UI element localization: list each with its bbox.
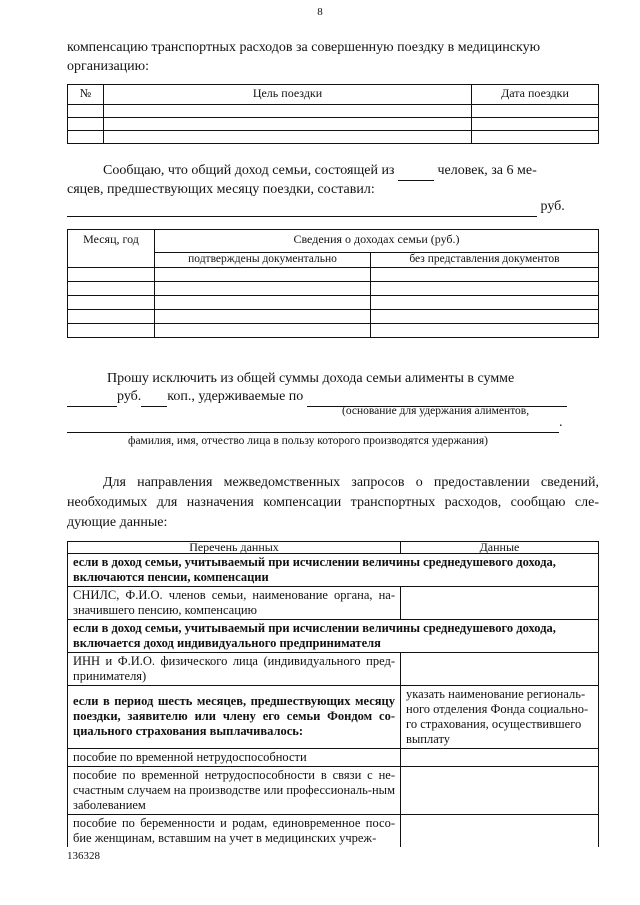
row-maternity-label: пособие по беременности и родам, единовременное посо-бие женщинам, вставшим на учет в медицинских учреж- [68,815,401,848]
income-cell[interactable] [155,296,371,310]
trip-col-purpose: Цель поездки [104,85,472,105]
table-row [68,587,599,620]
data-col-list: Перечень данных [68,542,401,554]
alimony-rub-field[interactable] [67,387,117,407]
fss-instruction: указать наименование региональ-ного отделения Фонда социально-го страхования, осуществившего выплату [401,686,599,749]
income-group-header: Сведения о доходах семьи (руб.) [155,230,599,253]
income-cell[interactable] [155,282,371,296]
income-col-month: Месяц, год [68,230,155,268]
income-cell[interactable] [155,268,371,282]
trip-cell[interactable] [472,131,599,144]
income-cell[interactable] [155,324,371,338]
trip-col-date: Дата поездки [472,85,599,105]
income-statement [67,161,599,181]
trip-cell[interactable] [472,118,599,131]
trip-cell[interactable] [472,105,599,118]
intro-line-2: организацию: [67,59,150,74]
alimony-period: . [559,415,563,430]
table-row [68,282,599,296]
table-row [68,653,599,686]
row-accident-value[interactable] [401,767,599,815]
section-entrepreneur: если в доход семьи, учитываемый при исчислении величины среднедушевого дохода, включается доход индивидуального предпринимателя [68,620,599,653]
income-cell[interactable] [371,296,599,310]
alimony-basis-field[interactable] [307,387,567,407]
income-cell[interactable] [371,268,599,282]
section-pension: если в доход семьи, учитываемый при исчислении величины среднедушевого дохода, включаются пенсии, компенсации [68,554,599,587]
income-cell[interactable] [68,268,155,282]
alimony-person-note: фамилия, имя, отчество лица в пользу которого производятся удержания) [128,435,488,447]
table-row [68,324,599,338]
row-snils-label: СНИЛС, Ф.И.О. членов семьи, наименование органа, на-значившего пенсию, компенсацию [68,587,401,620]
income-cell[interactable] [68,310,155,324]
income-cell[interactable] [68,282,155,296]
request-paragraph: Для направления межведомственных запросов о предоставлении сведений, необходимых для назначения компенсации транспортных расходов, сообщаю сле-дующие данные: [67,475,599,530]
intro-line-1: компенсацию транспортных расходов за совершенную поездку в медицинскую [67,40,541,55]
trip-col-number: № [68,85,104,105]
table-row [68,310,599,324]
document-id: 136328 [67,850,100,862]
data-col-data: Данные [401,542,599,554]
alimony-kop-label: коп., удерживаемые по [167,389,304,404]
trip-cell[interactable] [68,118,104,131]
row-accident-label: пособие по временной нетрудоспособности в связи с не-счастным случаем на производстве или профессиональ-ным заболеванием [68,767,401,815]
row-maternity-value[interactable] [401,815,599,848]
trip-cell[interactable] [104,118,472,131]
trip-cell[interactable] [68,105,104,118]
table-row [68,105,599,118]
data-table [67,541,599,847]
income-statement-part2: человек, за 6 ме- [437,163,537,178]
trip-cell[interactable] [104,105,472,118]
alimony-line1: Прошу исключить из общей суммы дохода семьи алименты в сумме [107,371,515,386]
row-temp-disability-value[interactable] [401,749,599,767]
trip-table [67,84,599,144]
income-total-line [67,197,599,217]
alimony-basis-note: (основание для удержания алиментов, [342,405,530,417]
row-temp-disability-label: пособие по временной нетрудоспособности [68,749,401,767]
table-row [68,131,599,144]
alimony-line2 [67,387,599,407]
income-cell[interactable] [371,324,599,338]
income-cell[interactable] [68,296,155,310]
income-col-undocumented: без представления документов [371,253,599,268]
income-cell[interactable] [155,310,371,324]
total-income-field[interactable] [67,197,537,217]
alimony-person-field[interactable] [67,413,559,433]
table-row [68,767,599,815]
alimony-kop-field[interactable] [141,387,167,407]
trip-cell[interactable] [68,131,104,144]
table-row [68,118,599,131]
table-row [68,815,599,848]
income-cell[interactable] [68,324,155,338]
income-col-documented: подтверждены документально [155,253,371,268]
row-snils-value[interactable] [401,587,599,620]
row-inn-label: ИНН и Ф.И.О. физического лица (индивидуального пред-принимателя) [68,653,401,686]
alimony-rub-label: руб. [117,389,142,404]
income-table [67,229,599,338]
income-currency: руб. [540,199,565,214]
table-row [68,296,599,310]
table-row [68,749,599,767]
income-statement-line2: сяцев, предшествующих месяцу поездки, составил: [67,182,375,197]
table-row [68,686,599,749]
alimony-line3 [67,413,599,433]
income-statement-part1: Сообщаю, что общий доход семьи, состоящей из [103,163,395,178]
intro-text [67,38,599,76]
income-cell[interactable] [371,282,599,296]
section-fss: если в период шесть месяцев, предшествующих месяцу поездки, заявителю или члену его семьи Фондом со-циального страхования выплачивалось: [68,686,401,749]
family-size-field[interactable] [398,161,434,181]
page-number: 8 [317,6,323,18]
income-cell[interactable] [371,310,599,324]
table-row [68,268,599,282]
row-inn-value[interactable] [401,653,599,686]
trip-cell[interactable] [104,131,472,144]
